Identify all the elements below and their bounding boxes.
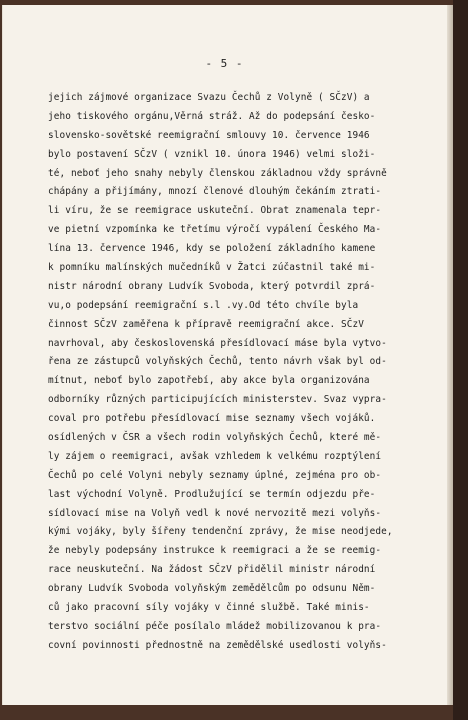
text-line: chápány a přijímány, mnozí členové dlouhým čekáním ztrati- bbox=[48, 186, 382, 198]
text-line: nistr národní obrany Ludvík Svoboda, který potvrdil zprá- bbox=[48, 280, 376, 292]
text-line: coval pro potřebu přesídlovací mise seznamy všech vojáků. bbox=[48, 413, 376, 425]
text-line: race neuskuteční. Na žádost SČzV přidělil ministr národní bbox=[48, 564, 376, 576]
text-line: odborníky různých participujících ministerstev. Svaz vypra- bbox=[48, 394, 387, 406]
text-line: lína 13. července 1946, kdy se položení základního kamene bbox=[48, 243, 376, 255]
book-binding bbox=[453, 0, 468, 720]
text-line: vu,o podepsání reemigrační s.l .vy.Od této chvíle byla bbox=[48, 299, 359, 311]
text-line: jejich zájmové organizace Svazu Čechů z Volyně ( SČzV) a bbox=[48, 92, 370, 103]
text-line: mítnut, neboť bylo zapotřebí, aby akce byla organizována bbox=[48, 375, 370, 387]
text-line: terstvo sociální péče posílalo mládež mobilizovanou k pra- bbox=[48, 620, 382, 632]
body-text bbox=[48, 89, 428, 656]
text-line: sídlovací mise na Volyň vedl k nové nervozitě mezi volyňs- bbox=[48, 507, 382, 519]
text-line: Čechů po celé Volyni nebyly seznamy úplné, zejména pro ob- bbox=[48, 469, 382, 481]
text-line: ve pietní vzpomínka ke třetímu výročí vypálení Českého Ma- bbox=[48, 224, 382, 236]
text-line: slovensko-sovětské reemigrační smlouvy 10. července 1946 bbox=[48, 129, 370, 141]
text-line: ly zájem o reemigraci, avšak vzhledem k velkému rozptýlení bbox=[48, 450, 382, 462]
text-line: last východní Volyně. Prodlužující se termín odjezdu pře- bbox=[48, 488, 376, 500]
text-line: li víru, že se reemigrace uskuteční. Obrat znamenala tepr- bbox=[48, 205, 382, 217]
text-line: bylo postavení SČzV ( vznikl 10. února 1946) velmi složi- bbox=[48, 148, 376, 160]
text-line: covní povinnosti přednostně na zemědělské usedlosti volyňs- bbox=[48, 639, 387, 651]
text-line: osídlených v ČSR a všech rodin volyňských Čechů, které mě- bbox=[48, 432, 382, 444]
text-line: jeho tiskového orgánu,Věrná stráž. Až do podepsání česko- bbox=[48, 110, 376, 122]
document-page bbox=[2, 5, 447, 705]
page-number: - 5 - bbox=[205, 57, 244, 70]
text-line: že nebyly podepsány instrukce k reemigraci a že se reemig- bbox=[48, 545, 382, 557]
text-line: té, neboť jeho snahy nebyly členskou základnou vždy správně bbox=[48, 167, 387, 179]
text-line: kými vojáky, byly šířeny tendenční zprávy, že mise neodjede, bbox=[48, 526, 393, 538]
text-line: ců jako pracovní síly vojáky v činné službě. Také minis- bbox=[48, 602, 370, 614]
text-line: činnost SČzV zaměřena k přípravě reemigrační akce. SČzV bbox=[48, 318, 364, 330]
text-line: navrhoval, aby československá přesídlovací máse byla vytvo- bbox=[48, 337, 387, 349]
text-line: obrany Ludvík Svoboda volyňským zemědělcům po odsunu Něm- bbox=[48, 583, 376, 595]
text-line: řena ze zástupců volyňských Čechů, tento návrh však byl od- bbox=[48, 356, 387, 368]
text-line: k pomníku malínských mučedníků v Žatci zúčastnil také mi- bbox=[48, 262, 376, 274]
